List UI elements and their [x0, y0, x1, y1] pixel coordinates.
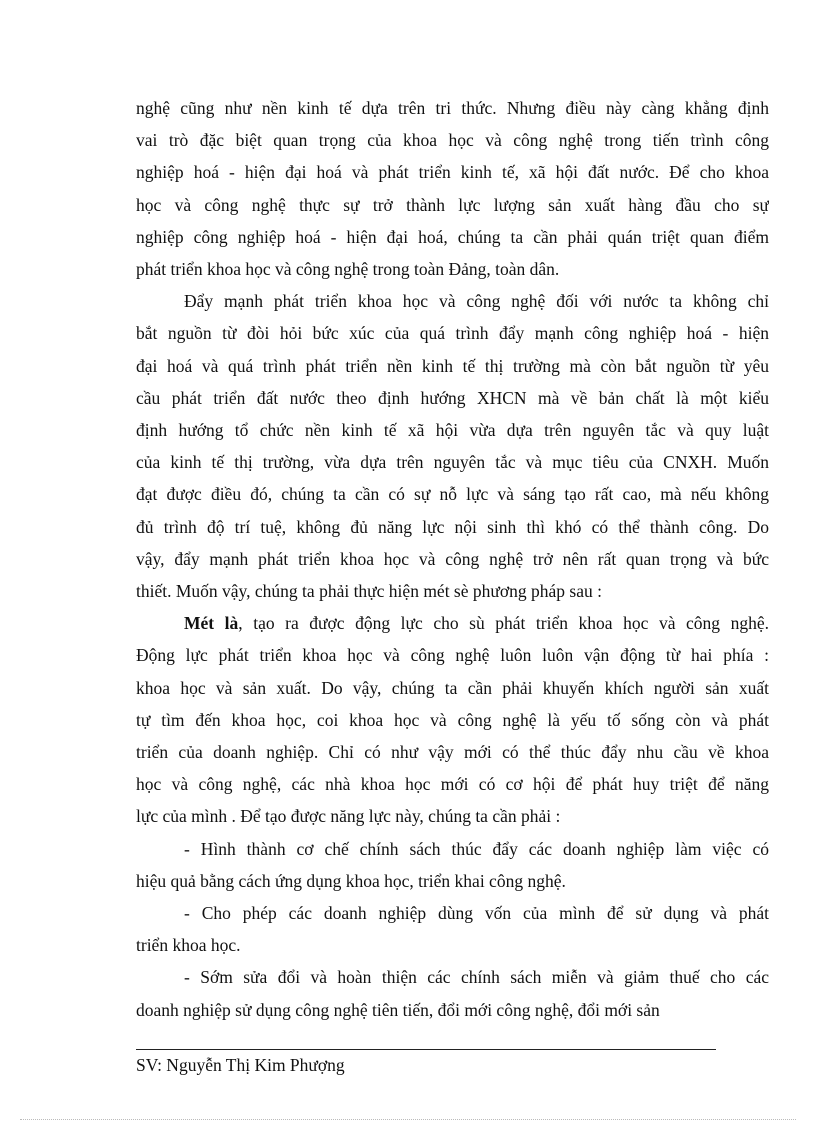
line-text: bắt nguồn từ đòi hỏi bức xúc của quá trình đẩy mạnh công nghiệp hoá - hiện — [136, 323, 769, 344]
line-text: Đẩy mạnh phát triển khoa học và công nghệ đối với nước ta không chỉ — [184, 291, 769, 312]
text-line — [136, 709, 769, 731]
line-text: nghệ cũng như nền kinh tế dựa trên tri thức. Nhưng điều này càng khẳng định — [136, 98, 769, 118]
line-text: của kinh tế thị trường, vừa dựa trên nguyên tắc và mục tiêu của CNXH. Muốn — [136, 452, 769, 473]
line-text: định hướng tổ chức nền kinh tế xã hội vừa dựa trên nguyên tắc và quy luật — [136, 420, 769, 440]
text-line — [136, 387, 769, 409]
text-line — [136, 580, 769, 602]
page-bottom-border — [20, 1119, 796, 1120]
text-line — [136, 677, 769, 699]
line-text: triển khoa học. — [136, 935, 241, 956]
text-line — [184, 612, 769, 634]
text-line — [136, 355, 769, 377]
line-text: - Cho phép các doanh nghiệp dùng vốn của mình để sử dụng và phát — [184, 903, 769, 923]
text-line — [136, 644, 769, 666]
line-text: đại hoá và quá trình phát triển nền kinh tế thị trường mà còn bắt nguồn từ yêu — [136, 355, 769, 376]
line-text: học và công nghệ, các nhà khoa học mới có cơ hội để phát huy triệt để năng — [136, 774, 769, 795]
text-line — [184, 902, 769, 924]
line-text: cầu phát triển đất nước theo định hướng XHCN mà về bản chất là một kiểu — [136, 387, 769, 408]
text-line — [136, 773, 769, 795]
text-line — [136, 548, 769, 570]
text-line — [136, 516, 769, 538]
line-text: nghiệp hoá - hiện đại hoá và phát triển kinh tế, xã hội đất nước. Để cho khoa — [136, 162, 769, 183]
text-line — [136, 258, 769, 280]
line-text: triển của doanh nghiệp. Chỉ có như vậy mới có thể thúc đẩy nhu cầu về khoa — [136, 742, 769, 762]
text-line — [136, 451, 769, 473]
line-text: phát triển khoa học và công nghệ trong toàn Đảng, toàn dân. — [136, 259, 560, 279]
text-line — [136, 870, 769, 892]
text-line — [136, 226, 769, 248]
line-text: thiết. Muốn vậy, chúng ta phải thực hiện mét sè phương pháp sau : — [136, 581, 602, 601]
line-text: nghiệp công nghiệp hoá - hiện đại hoá, chúng ta cần phải quán triệt quan điểm — [136, 226, 769, 247]
text-line — [184, 290, 769, 312]
line-text: - Hình thành cơ chế chính sách thúc đẩy các doanh nghiệp làm việc có — [184, 838, 769, 859]
text-line — [136, 161, 769, 183]
text-line — [136, 129, 769, 151]
text-line — [184, 966, 769, 988]
line-text: doanh nghiệp sử dụng công nghệ tiên tiến, đổi mới công nghệ, đổi mới sản — [136, 999, 660, 1020]
text-line — [184, 838, 769, 860]
text-line — [136, 741, 769, 763]
line-text: - Sớm sửa đổi và hoàn thiện các chính sách miễn và giảm thuế cho các — [184, 967, 769, 988]
footer-author: SV: Nguyễn Thị Kim Phượng — [136, 1055, 345, 1075]
line-text: tự tìm đến khoa học, coi khoa học và công nghệ là yếu tố sống còn và phát — [136, 709, 769, 730]
bold-lead: Mét là — [184, 613, 239, 634]
line-text: khoa học và sản xuất. Do vậy, chúng ta cần phải khuyến khích người sản xuất — [136, 677, 769, 698]
text-line — [136, 419, 769, 441]
line-text: hiệu quả bằng cách ứng dụng khoa học, triển khai công nghệ. — [136, 870, 566, 891]
text-line — [136, 194, 769, 216]
line-text: vai trò đặc biệt quan trọng của khoa học và công nghệ trong tiến trình công — [136, 130, 769, 151]
line-text: , tạo ra được động lực cho sù phát triển khoa học và công nghệ. — [238, 613, 769, 634]
text-line — [136, 805, 769, 827]
line-text: đủ trình độ trí tuệ, không đủ năng lực nội sinh thì khó có thể thành công. Do — [136, 516, 769, 537]
text-line — [136, 999, 769, 1021]
line-text: vậy, đẩy mạnh phát triển khoa học và công nghệ trở nên rất quan trọng và bức — [136, 548, 769, 569]
text-line — [136, 322, 769, 344]
line-text: đạt được điều đó, chúng ta cần có sự nỗ lực và sáng tạo rất cao, mà nếu không — [136, 484, 769, 505]
line-text: Động lực phát triển khoa học và công nghệ luôn luôn vận động từ hai phía : — [136, 645, 769, 666]
footer-divider — [136, 1049, 716, 1050]
text-line — [136, 934, 769, 956]
text-line — [136, 97, 769, 119]
text-line — [136, 483, 769, 505]
line-text: lực của mình . Để tạo được năng lực này, chúng ta cần phải : — [136, 806, 561, 827]
line-text: học và công nghệ thực sự trở thành lực lượng sản xuất hàng đầu cho sự — [136, 194, 769, 215]
